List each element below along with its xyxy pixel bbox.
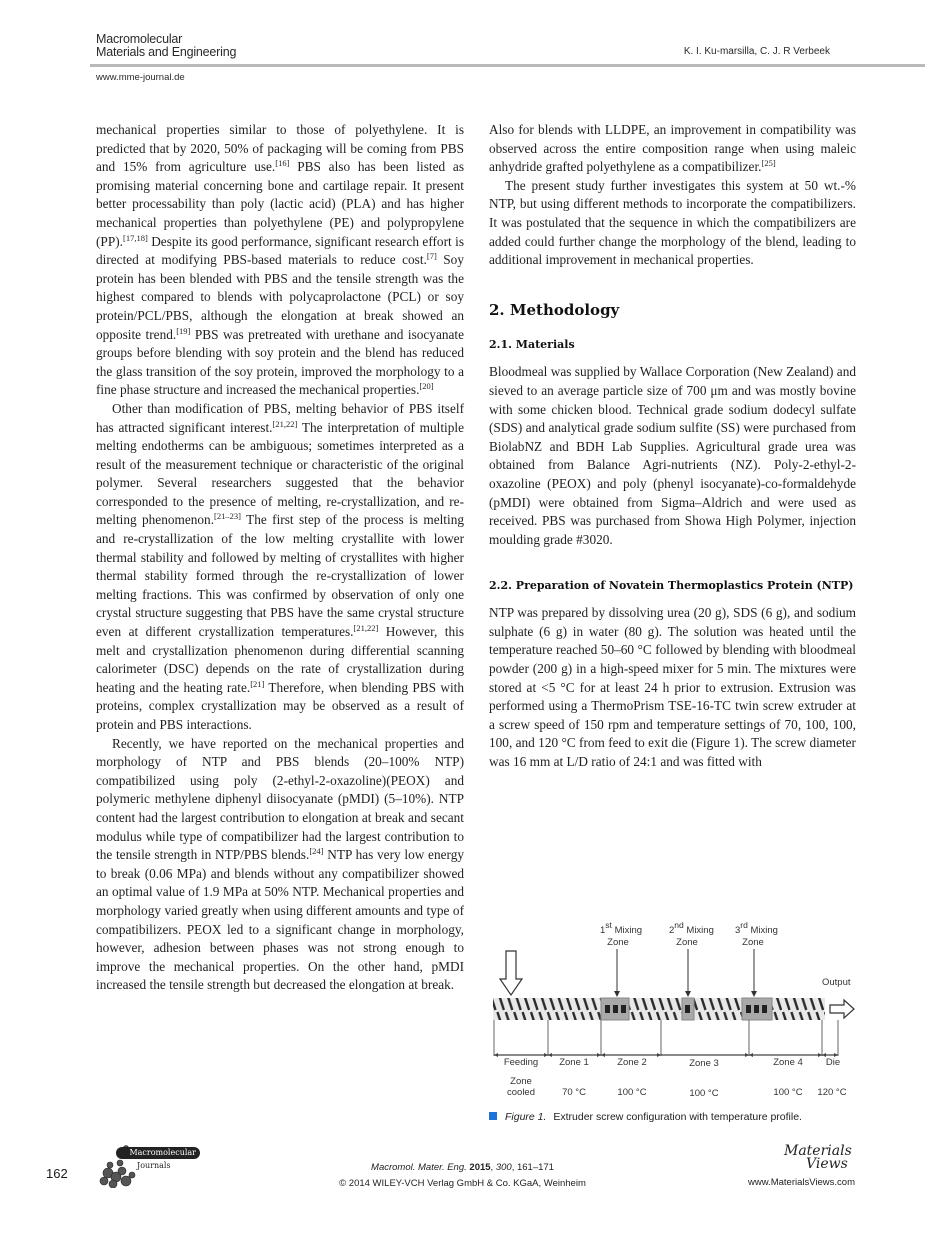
mixing-block-2 <box>682 998 694 1020</box>
zone-temperature: 70 °C <box>562 1087 586 1098</box>
header-divider <box>90 64 925 67</box>
mixing-block-3 <box>742 998 772 1020</box>
citation-link[interactable]: [17,18] <box>122 232 148 243</box>
zone-name: Die <box>825 1057 841 1068</box>
journal-title-line2: Materials and Engineering <box>96 45 237 59</box>
logo-bottom-text: Journals <box>137 1161 171 1170</box>
feed-arrow-icon <box>500 951 522 995</box>
output-arrow-icon <box>830 1000 854 1018</box>
subsection-heading: 2.1. Materials <box>489 338 575 352</box>
citation-link[interactable]: [20] <box>419 381 434 392</box>
text: Despite its good performance, significant research effort is directed at modifying PBS-based materials to reduce cost. <box>96 233 464 268</box>
spacer <box>489 549 856 577</box>
zone-temperature: 100 °C <box>617 1087 647 1098</box>
mixing-block-1 <box>601 998 629 1020</box>
zone-name: Zone 1 <box>559 1057 589 1068</box>
screw-flights <box>493 998 825 1020</box>
text: Therefore, when blending PBS with proteins, complex crystallization may be observed as a result of protein and PBS interactions. <box>96 679 465 732</box>
citation-link[interactable]: [21,22] <box>272 418 298 429</box>
text: NTP has very low energy to break (0.06 MPa) and blends without any compatibilizer showed an optimal value of 1.9 MPa at 50% NTP. Mechanical properties and morphology varied greatly when using different amounts and type of compatibilizers. PEOX led to a significant change in morphology, however, adhesion between phases was not strong enough to improve the mechanical properties. On the other hand, pMDI increased the tensile strength but decreased the elongation at break. <box>96 847 464 993</box>
figure-extruder-screw <box>488 920 860 1101</box>
text: Also for blends with LLDPE, an improvement in compatibility was observed across the entire composition range when using maleic anhydride grafted polyethylene as a compatibilizer. <box>489 122 856 175</box>
paragraph: Bloodmeal was supplied by Wallace Corporation (New Zealand) and sieved to an average particle size of 700 μm and was mostly bovine with some chicken blood. Technical grade sodium dodecyl sulfate (SDS) and analytical grade sodium sulfite (SS) were purchased from BiolabNZ and BDH Lab Supplies. Agricultural grade urea was obtained from Balance Agri-nutrients (NZ). Poly-2-ethyl-2-oxazoline (PEOX) and poly (phenyl isocyanate)-co-formaldehyde (pMDI) were obtained from Sigma–Aldrich and were used as received. PBS was purchased from Showa High Polymer, injection moulding grade #3020. <box>489 364 856 547</box>
figure-caption <box>489 1111 802 1123</box>
citation-line: Macromol. Mater. Eng. 2015, 300, 161–171 <box>371 1162 554 1173</box>
zone-name: Feeding Zone <box>503 1057 539 1087</box>
paragraph <box>489 121 856 177</box>
text: Soy protein has been blended with PBS and the tensile strength was the highest compared to blends with polycaprolactone (PCL) or soy protein/PCL/PBS, although the elongation at break showed an opposite trend. <box>96 252 464 342</box>
text: Other than modification of PBS, melting behavior of PBS itself has attracted significant interest. <box>96 400 464 435</box>
text: PBS also has been listed as promising material concerning bone and cartilage repair. It present better processability than poly (lactic acid) (PLA) and has higher mechanical properties than polyethylene (PE) and polypropylene (PP). <box>96 159 464 249</box>
citation-link[interactable]: [25] <box>761 158 776 169</box>
zone-temperature: 120 °C <box>817 1087 847 1098</box>
mixing-zone-label: 2nd Mixing Zone <box>669 920 714 948</box>
text: mechanical properties similar to those of polyethylene. It is predicted that by 2020, 50% of packaging will be coming from PBS and 15% from agriculture use. <box>96 122 464 175</box>
citation-link[interactable]: [19] <box>176 325 191 336</box>
left-column <box>96 121 464 995</box>
zone-temperature: 100 °C <box>689 1088 719 1099</box>
journal-url[interactable]: www.mme-journal.de <box>96 72 185 83</box>
paragraph: NTP was prepared by dissolving urea (20 g), SDS (6 g), and sodium sulphate (6 g) in water (80 g). The solution was heated until the temperature reached 50–60 °C followed by blending with bloodmeal powder (200 g) in a high-speed mixer for 5 min. The mixtures were stored at <5 °C for at least 24 h prior to extrusion. Extrusion was performed using a ThermoPrism TSE-16-TC twin screw extruder at a screw speed of 150 rpm and temperature settings of 70, 100, 100, 100, and 120 °C from feed to exit die (Figure 1). The screw diameter was 16 mm at L/D ratio of 24:1 and was fitted with <box>489 605 856 770</box>
copyright-line: © 2014 WILEY-VCH Verlag GmbH & Co. KGaA, Weinheim <box>339 1178 586 1189</box>
materials-views-url[interactable]: www.MaterialsViews.com <box>748 1177 855 1188</box>
journal-title-line1: Macromolecular <box>96 32 183 46</box>
text: However, this melt and crystallization phenomenon during differential scanning calorimeter (DSC) depends on the rate of crystallization during heating and the heating rate. <box>96 624 464 695</box>
output-label: Output <box>822 977 851 988</box>
citation-link[interactable]: [7] <box>426 251 437 262</box>
zone-name: Zone 4 <box>773 1057 803 1068</box>
right-column <box>489 121 856 772</box>
zone-name: Zone 2 <box>617 1057 647 1068</box>
citation-link[interactable]: [24] <box>309 846 324 857</box>
paragraph <box>96 121 464 400</box>
mixing-zone-label: 1st Mixing Zone <box>600 920 643 948</box>
logo-top-text: Macromolecular <box>116 1147 200 1159</box>
citation-link[interactable]: [21–23] <box>214 511 241 522</box>
paragraph <box>96 735 464 995</box>
text: PBS was pretreated with urethane and isocyanate groups before blending with soy protein and the blend has reduced the glass transition of the soy protein, improved the morphology to a fine phase structure and increased the mechanical properties. <box>96 326 465 398</box>
figure-number: Figure 1. <box>505 1111 547 1123</box>
zone-name: Zone 3 <box>689 1058 719 1069</box>
citation-link[interactable]: [21] <box>250 678 265 689</box>
page-number: 162 <box>46 1166 68 1181</box>
journal-title <box>96 33 236 59</box>
text: Recently, we have reported on the mechanical properties and morphology of NTP and PBS blends (20–100% NTP) compatibilized using poly (2-ethyl-2-oxazoline)(PEOX) and polymeric methylene diphenyl diisocyanate (pMDI) (5–10%). NTP content had the largest contribution to elongation at break and secant modulus while type of compatibilizer had the largest contribution to the tensile strength in NTP/PBS blends. <box>96 735 464 863</box>
subsection-heading: 2.2. Preparation of Novatein Thermoplastics Protein (NTP) <box>489 579 854 593</box>
caption-marker-icon <box>489 1112 497 1120</box>
paragraph <box>96 400 464 735</box>
text: The interpretation of multiple melting endotherms can be ambiguous; sometimes interpreted as a result of the measurement technique or characteristic of the original polymer. Several researchers suggested that the behavior corresponded to the presence of melting, re-crystallization, and re-melting phenomenon. <box>96 419 464 528</box>
running-head-authors: K. I. Ku-marsilla, C. J. R Verbeek <box>683 46 830 57</box>
citation-link[interactable]: [16] <box>275 158 290 169</box>
section-heading: 2. Methodology <box>489 300 620 319</box>
paragraph: The present study further investigates this system at 50 wt.-% NTP, but using different methods to incorporate the compatibilizers. It was postulated that the sequence in which the compatibilizers are added could further change the morphology of the blend, leading to additional improvement in mechanical properties. <box>489 177 856 268</box>
zone-temperature: cooled <box>507 1087 535 1098</box>
citation-link[interactable]: [21,22] <box>353 623 379 634</box>
materials-views-logo: Materials Views <box>784 1143 852 1172</box>
mixing-zone-label: 3rd Mixing Zone <box>735 920 778 948</box>
zone-temperature: 100 °C <box>773 1087 803 1098</box>
caption-text: Extruder screw configuration with temperature profile. <box>553 1111 802 1123</box>
text: The first step of the process is melting and re-crystallization of the low melting crystallite with lower thermal stability and followed by melting of crystallites with higher thermal stability formed through the re-crystallization of lower melting fractions. This was confirmed by observation of only one crystal structure suggesting that PBS have the same crystal structure even at different crystallization temperatures. <box>96 512 464 640</box>
